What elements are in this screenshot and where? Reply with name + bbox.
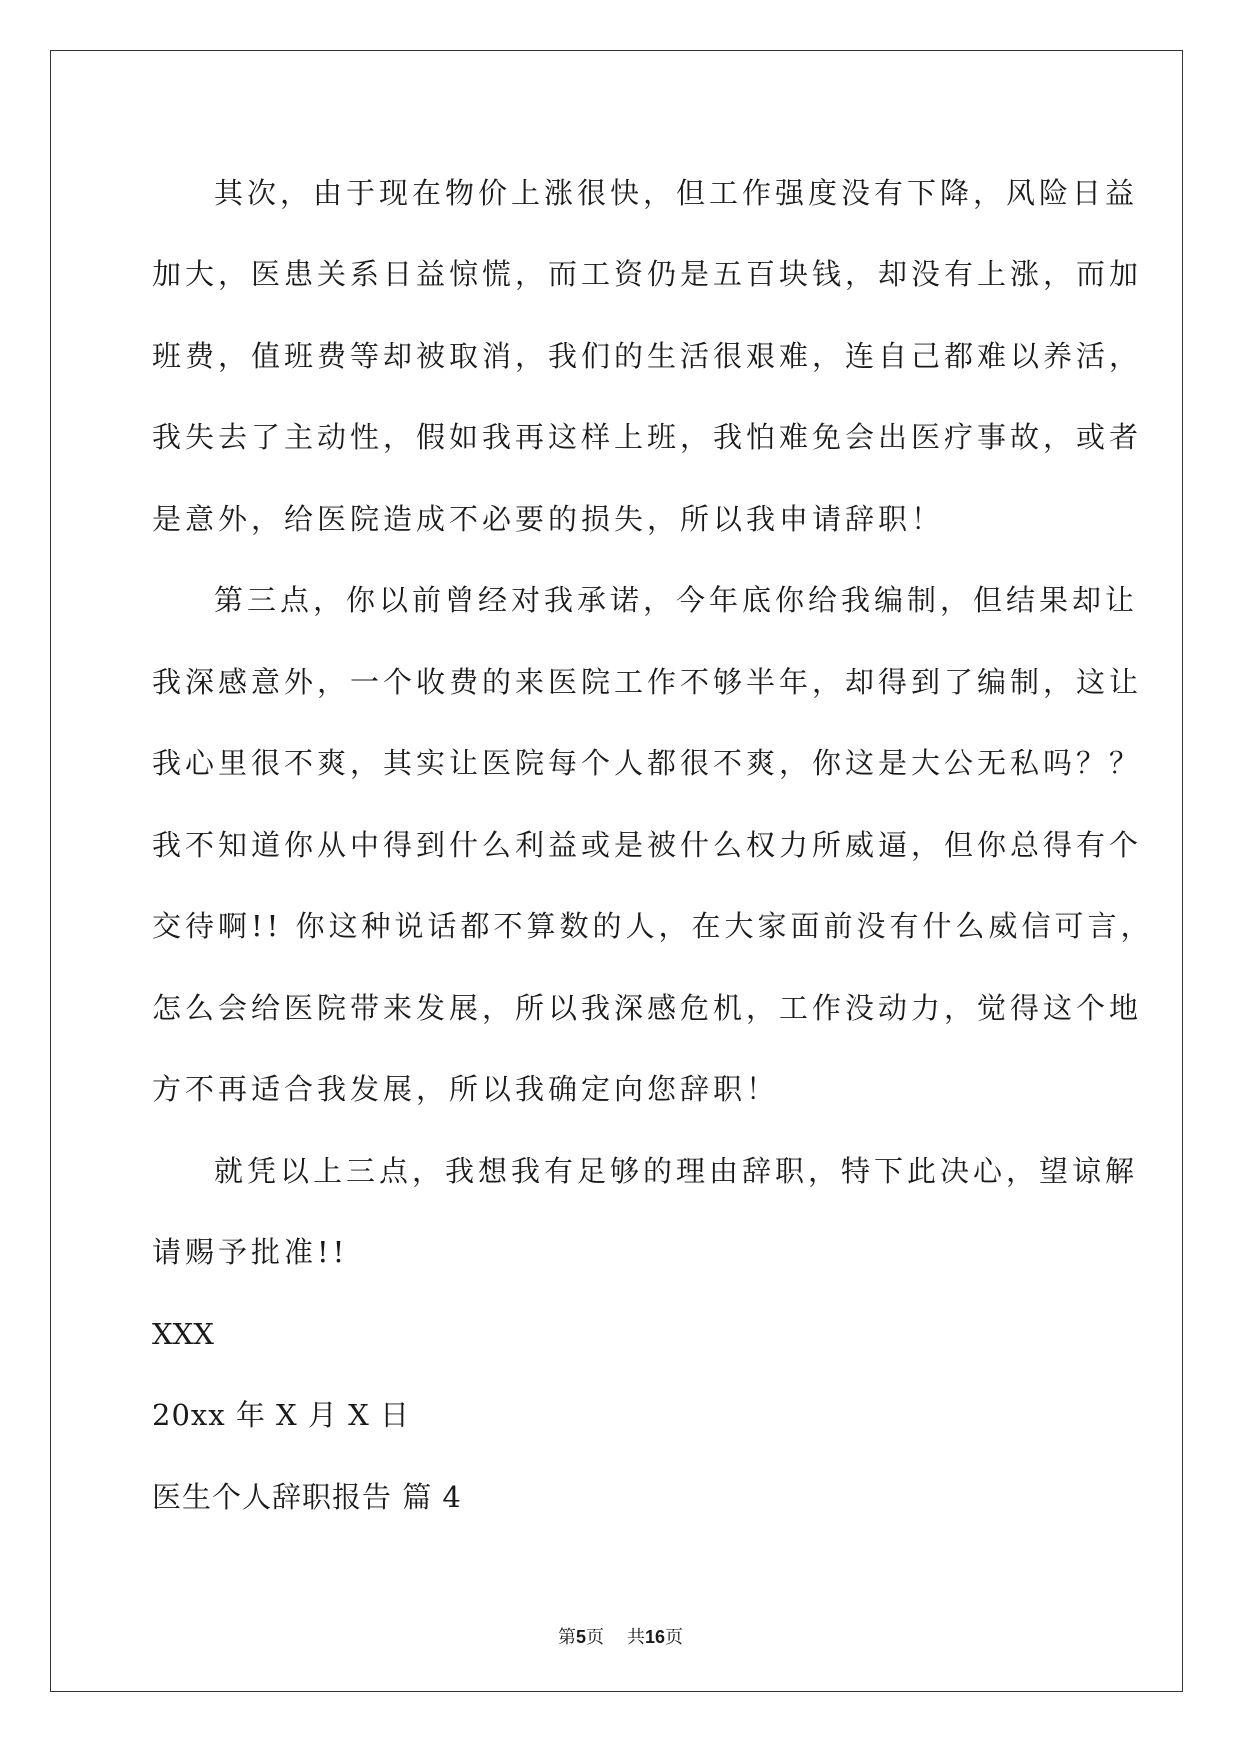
signature-name: XXX (152, 1317, 214, 1351)
paragraph-line: 方不再适合我发展，所以我确定向您辞职！ (152, 1072, 780, 1106)
paragraph-line: 交待啊!! 你这种说话都不算数的人，在大家面前没有什么威信可言， (152, 909, 1154, 943)
paragraph-line: 我深感意外，一个收费的来医院工作不够半年，却得到了编制，这让 (152, 665, 1143, 699)
paragraph-line: 怎么会给医院带来发展，所以我深感危机，工作没动力，觉得这个地 (152, 991, 1143, 1025)
paragraph-line: 加大，医患关系日益惊慌，而工资仍是五百块钱，却没有上涨，而加 (152, 257, 1143, 291)
paragraph-line: 就凭以上三点，我想我有足够的理由辞职，特下此决心，望谅解 (214, 1154, 1139, 1188)
paragraph-line: 我心里很不爽，其实让医院每个人都很不爽，你这是大公无私吗？？ (152, 746, 1143, 780)
footer-total-unit: 页 (664, 1627, 683, 1648)
page-frame (50, 50, 1183, 1692)
signature-date: 20xx 年 X 月 X 日 (152, 1398, 410, 1432)
section-heading: 医生个人辞职报告 篇 4 (152, 1480, 462, 1514)
page-footer (0, 1625, 1241, 1650)
footer-total-pages: 16 (644, 1627, 665, 1647)
paragraph-line: 是意外，给医院造成不必要的损失，所以我申请辞职！ (152, 502, 945, 536)
footer-page-number: 5 (576, 1627, 587, 1647)
paragraph-line: 我失去了主动性，假如我再这样上班，我怕难免会出医疗事故，或者 (152, 420, 1143, 454)
paragraph-line: 其次，由于现在物价上涨很快，但工作强度没有下降，风险日益 (214, 176, 1139, 210)
footer-page-unit: 页 (586, 1627, 605, 1648)
paragraph-line: 班费，值班费等却被取消，我们的生活很艰难，连自己都难以养活， (152, 339, 1143, 373)
footer-total-prefix: 共 (626, 1627, 645, 1648)
footer-page-prefix: 第 (558, 1627, 577, 1648)
paragraph-line: 我不知道你从中得到什么利益或是被什么权力所威逼，但你总得有个 (152, 828, 1143, 862)
paragraph-line: 请赐予批准!! (152, 1235, 349, 1269)
paragraph-line: 第三点，你以前曾经对我承诺，今年底你给我编制，但结果却让 (214, 583, 1139, 617)
